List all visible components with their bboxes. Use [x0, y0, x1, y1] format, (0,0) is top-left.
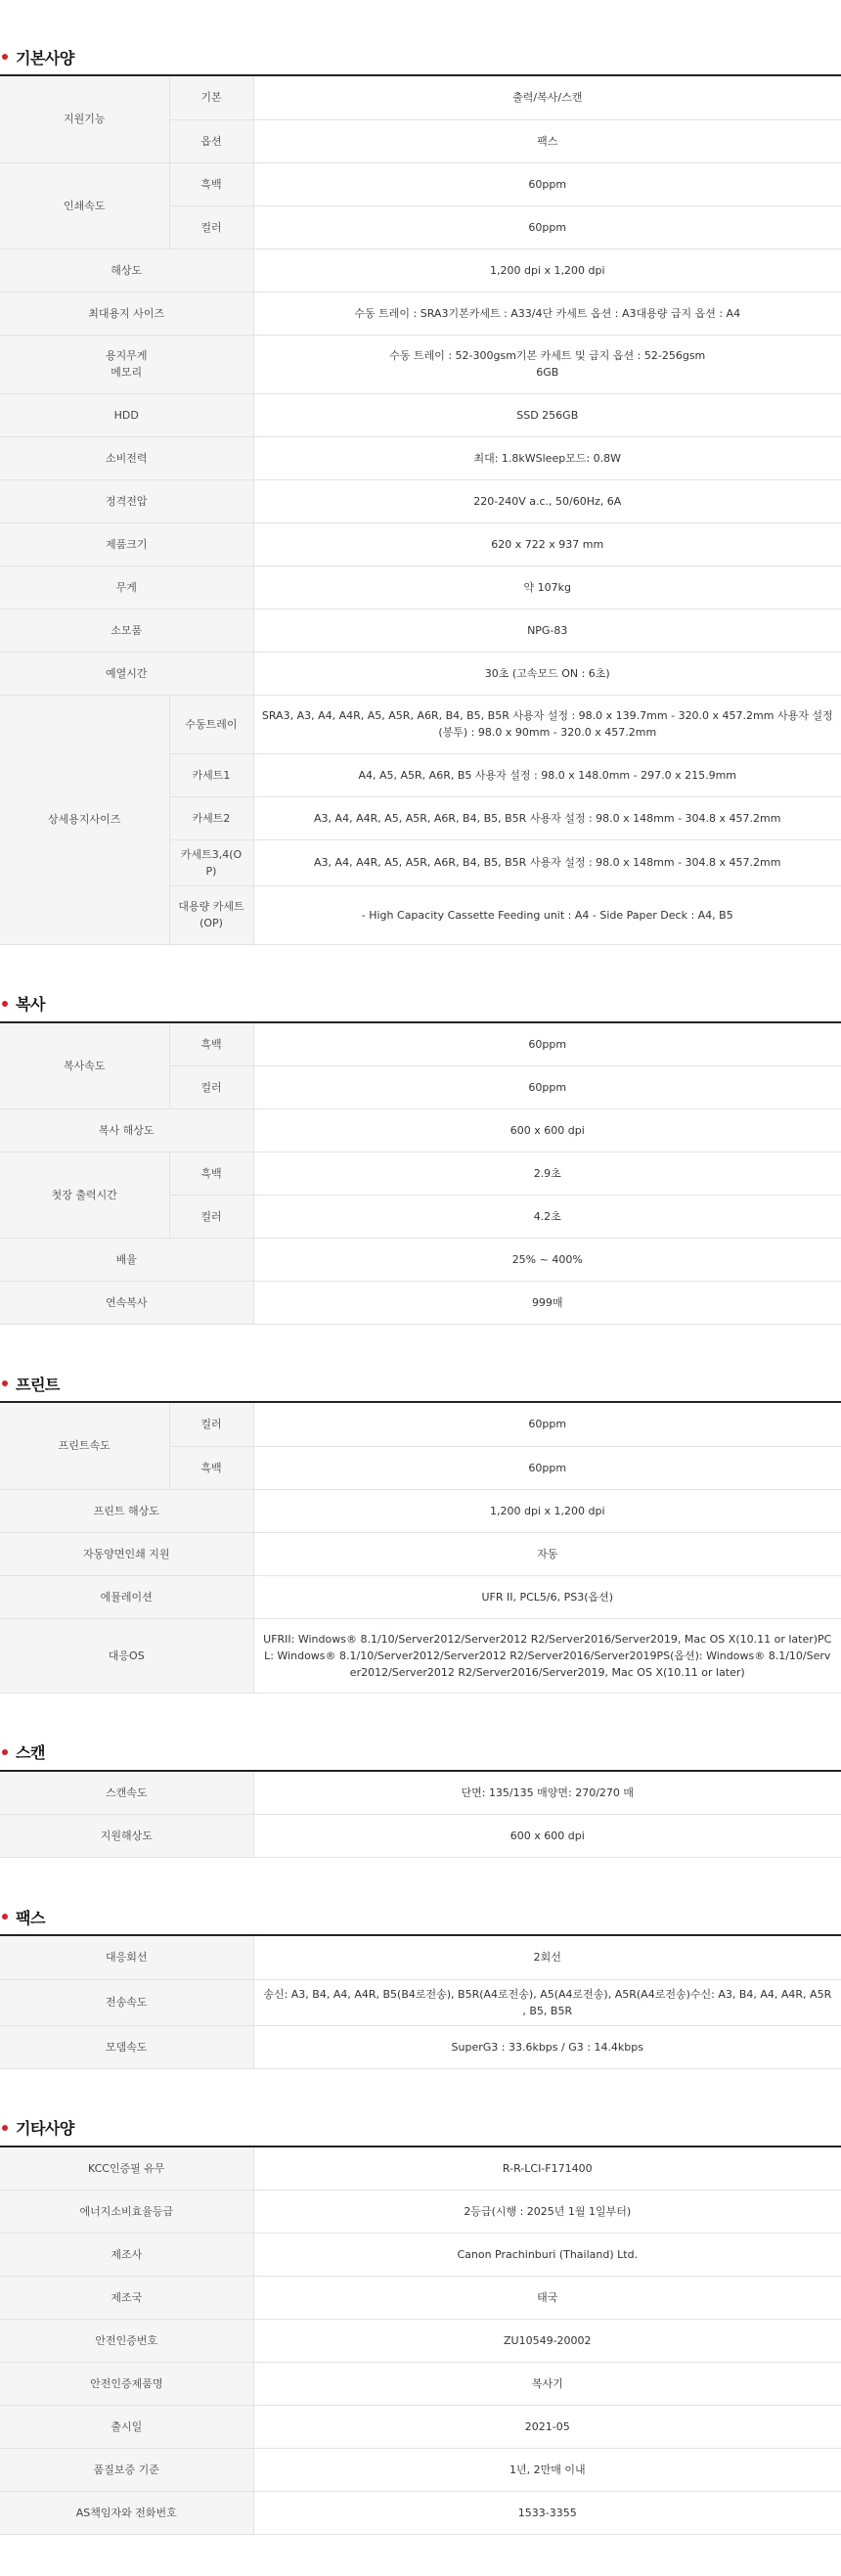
row-value: UFR II, PCL5/6, PS3(옵션): [253, 1575, 841, 1618]
sub-label: 카세트2: [169, 796, 253, 839]
section-header: [0, 986, 841, 1023]
row-value: 220-240V a.c., 50/60Hz, 6A: [253, 479, 841, 522]
row-value: 출력/복사/스캔: [253, 76, 841, 119]
memory-label: 메모리: [111, 366, 143, 379]
table-row: [0, 436, 841, 479]
row-label: 품질보증 기준: [0, 2449, 253, 2492]
section-header: [0, 2110, 841, 2147]
row-value: 팩스: [253, 119, 841, 162]
sub-label: 흑백: [169, 1152, 253, 1196]
row-value: 약 107kg: [253, 565, 841, 609]
bullet-dot-icon: [2, 1749, 8, 1755]
table-row: [0, 393, 841, 436]
section-print: [0, 1366, 841, 1694]
table-row: [0, 249, 841, 292]
row-label: 에뮬레이션: [0, 1575, 253, 1618]
table-row: [0, 2191, 841, 2234]
section-title: 기타사양: [16, 2119, 74, 2138]
sub-label: 컬러: [169, 205, 253, 249]
row-value: 60ppm: [253, 1066, 841, 1109]
spec-table: [0, 1023, 841, 1326]
row-label: 모뎀속도: [0, 2025, 253, 2068]
row-value: SRA3, A3, A4, A4R, A5, A5R, A6R, B4, B5, B5R 사용자 설정 : 98.0 x 139.7mm - 320.0 x 457.2mm 사용자 설정(봉투) : 98.0 x 90mm - 320.0 x 457.2mm: [253, 695, 841, 753]
bullet-dot-icon: [2, 2125, 8, 2131]
section-header: [0, 1735, 841, 1772]
row-value: 60ppm: [253, 205, 841, 249]
table-row: [0, 1109, 841, 1152]
section-header: [0, 39, 841, 76]
row-label: 전송속도: [0, 1979, 253, 2025]
section-copy: [0, 986, 841, 1326]
row-label: 복사 해상도: [0, 1109, 253, 1152]
row-value: A3, A4, A4R, A5, A5R, A6R, B4, B5, B5R 사용자 설정 : 98.0 x 148mm - 304.8 x 457.2mm: [253, 796, 841, 839]
paper-weight-label: 용지무게: [105, 349, 148, 362]
row-value: UFRII: Windows® 8.1/10/Server2012/Server2012 R2/Server2016/Server2019, Mac OS X(10.11 or later)PCL: Windows® 8.1/10/Server2012/Server2012 R2/Server2016/Server2019PS(옵션): Windows® 8.1/10/Server2012/Server2012 R2/Server2016/Server2019, Mac OS X(10.11 or later): [253, 1618, 841, 1693]
row-label: [0, 335, 253, 393]
row-label: KCC인증필 유무: [0, 2147, 253, 2191]
section-basic: [0, 39, 841, 945]
table-row: [0, 1282, 841, 1325]
spec-table: [0, 1403, 841, 1694]
table-row: [0, 2320, 841, 2363]
row-label: 소모품: [0, 609, 253, 652]
spec-table: [0, 1936, 841, 2069]
row-label: 복사속도: [0, 1023, 169, 1109]
row-value: 1,200 dpi x 1,200 dpi: [253, 249, 841, 292]
table-row: [0, 1772, 841, 1815]
row-label: 안전인증번호: [0, 2320, 253, 2363]
section-title: 스캔: [16, 1743, 45, 1762]
row-value: 수동 트레이 : SRA3기본카세트 : A33/4단 카세트 옵션 : A3대용량 급지 옵션 : A4: [253, 292, 841, 335]
sub-label: 카세트3,4(OP): [169, 839, 253, 885]
row-value: 30초 (고속모드 ON : 6초): [253, 652, 841, 695]
row-label: 스캔속도: [0, 1772, 253, 1815]
bullet-dot-icon: [2, 1914, 8, 1920]
table-row: [0, 522, 841, 565]
table-row: [0, 1489, 841, 1532]
table-row: [0, 609, 841, 652]
row-label: 예열시간: [0, 652, 253, 695]
row-value: 1533-3355: [253, 2492, 841, 2535]
table-row: [0, 2147, 841, 2191]
row-value: A4, A5, A5R, A6R, B5 사용자 설정 : 98.0 x 148.0mm - 297.0 x 215.9mm: [253, 753, 841, 796]
table-row: [0, 565, 841, 609]
table-row: [0, 2277, 841, 2320]
table-row: [0, 479, 841, 522]
row-label: 프린트속도: [0, 1403, 169, 1489]
section-title: 팩스: [16, 1908, 45, 1927]
row-value: SSD 256GB: [253, 393, 841, 436]
paper-weight-value: 수동 트레이 : 52-300gsm기본 카세트 및 급지 옵션 : 52-256gsm: [389, 349, 706, 362]
row-value: 단면: 135/135 매양면: 270/270 매: [253, 1772, 841, 1815]
row-value: 2등급(시행 : 2025년 1월 1일부터): [253, 2191, 841, 2234]
row-label: 지원해상도: [0, 1815, 253, 1858]
sub-label: 대용량 카세트(OP): [169, 885, 253, 944]
row-value: 60ppm: [253, 1446, 841, 1489]
row-label: 인쇄속도: [0, 162, 169, 249]
sub-label: 흑백: [169, 1446, 253, 1489]
row-value: 60ppm: [253, 162, 841, 205]
row-label: 최대용지 사이즈: [0, 292, 253, 335]
row-value: 2021-05: [253, 2406, 841, 2449]
row-value: 4.2초: [253, 1196, 841, 1239]
table-row: [0, 2234, 841, 2277]
row-value: 600 x 600 dpi: [253, 1109, 841, 1152]
section-title: 복사: [16, 995, 45, 1014]
row-label: 프린트 해상도: [0, 1489, 253, 1532]
table-row: [0, 292, 841, 335]
row-label: 출시일: [0, 2406, 253, 2449]
row-label: 해상도: [0, 249, 253, 292]
table-row: [0, 2363, 841, 2406]
table-row: [0, 76, 841, 119]
row-value: 60ppm: [253, 1023, 841, 1066]
row-label: 대응회선: [0, 1936, 253, 1979]
row-value: SuperG3 : 33.6kbps / G3 : 14.4kbps: [253, 2025, 841, 2068]
table-row: [0, 1979, 841, 2025]
row-label: 지원기능: [0, 76, 169, 162]
table-row: [0, 1575, 841, 1618]
row-label: 대응OS: [0, 1618, 253, 1693]
row-value: 60ppm: [253, 1403, 841, 1446]
table-row: [0, 2492, 841, 2535]
row-value: - High Capacity Cassette Feeding unit : A4 - Side Paper Deck : A4, B5: [253, 885, 841, 944]
row-value: 1년, 2만매 이내: [253, 2449, 841, 2492]
row-label: 제품크기: [0, 522, 253, 565]
row-label: 무게: [0, 565, 253, 609]
table-row: [0, 1618, 841, 1693]
section-scan: [0, 1735, 841, 1859]
section-header: [0, 1366, 841, 1403]
row-value: 2회선: [253, 1936, 841, 1979]
row-label: 소비전력: [0, 436, 253, 479]
sub-label: 옵션: [169, 119, 253, 162]
row-value: 태국: [253, 2277, 841, 2320]
section-title: 프린트: [16, 1375, 60, 1394]
sub-label: 컬러: [169, 1403, 253, 1446]
row-label: 상세용지사이즈: [0, 695, 169, 944]
table-row: [0, 1936, 841, 1979]
row-label: 연속복사: [0, 1282, 253, 1325]
spec-table: [0, 2147, 841, 2536]
row-value: 620 x 722 x 937 mm: [253, 522, 841, 565]
row-value: [253, 335, 841, 393]
row-value: R-R-LCI-F171400: [253, 2147, 841, 2191]
table-row: [0, 1532, 841, 1575]
table-row: [0, 2025, 841, 2068]
table-row: [0, 2449, 841, 2492]
row-label: HDD: [0, 393, 253, 436]
row-value: 2.9초: [253, 1152, 841, 1196]
row-value: 25% ~ 400%: [253, 1239, 841, 1282]
sub-label: 카세트1: [169, 753, 253, 796]
row-label: 제조국: [0, 2277, 253, 2320]
row-label: AS책임자와 전화번호: [0, 2492, 253, 2535]
table-row: [0, 1815, 841, 1858]
row-value: 999매: [253, 1282, 841, 1325]
row-value: 자동: [253, 1532, 841, 1575]
row-label: 안전인증제품명: [0, 2363, 253, 2406]
row-label: 배율: [0, 1239, 253, 1282]
row-label: 자동양면인쇄 지원: [0, 1532, 253, 1575]
table-row: [0, 2406, 841, 2449]
table-row: [0, 1152, 841, 1196]
section-title: 기본사양: [16, 48, 74, 68]
row-value: 600 x 600 dpi: [253, 1815, 841, 1858]
row-value: NPG-83: [253, 609, 841, 652]
row-value: Canon Prachinburi (Thailand) Ltd.: [253, 2234, 841, 2277]
table-row: [0, 1403, 841, 1446]
row-label: 제조사: [0, 2234, 253, 2277]
row-value: 최대: 1.8kWSleep모드: 0.8W: [253, 436, 841, 479]
table-row: [0, 695, 841, 753]
spec-table: [0, 1772, 841, 1859]
table-row: [0, 652, 841, 695]
sub-label: 수동트레이: [169, 695, 253, 753]
sub-label: 컬러: [169, 1196, 253, 1239]
row-label: 첫장 출력시간: [0, 1152, 169, 1239]
section-etc: [0, 2110, 841, 2536]
bullet-dot-icon: [2, 1380, 8, 1386]
row-value: 복사기: [253, 2363, 841, 2406]
row-value: A3, A4, A4R, A5, A5R, A6R, B4, B5, B5R 사용자 설정 : 98.0 x 148mm - 304.8 x 457.2mm: [253, 839, 841, 885]
row-value: ZU10549-20002: [253, 2320, 841, 2363]
sub-label: 기본: [169, 76, 253, 119]
table-row: [0, 162, 841, 205]
sub-label: 컬러: [169, 1066, 253, 1109]
spec-table: [0, 76, 841, 945]
table-row: [0, 335, 841, 393]
row-label: 정격전압: [0, 479, 253, 522]
bullet-dot-icon: [2, 54, 8, 60]
section-fax: [0, 1899, 841, 2069]
memory-value: 6GB: [536, 366, 559, 379]
section-header: [0, 1899, 841, 1936]
row-value: 1,200 dpi x 1,200 dpi: [253, 1489, 841, 1532]
row-label: 에너지소비효율등급: [0, 2191, 253, 2234]
table-row: [0, 1239, 841, 1282]
bullet-dot-icon: [2, 1001, 8, 1007]
row-value: 송신: A3, B4, A4, A4R, B5(B4로전송), B5R(A4로전송), A5(A4로전송), A5R(A4로전송)수신: A3, B4, A4, A4R, A5R , B5, B5R: [253, 1979, 841, 2025]
sub-label: 흑백: [169, 1023, 253, 1066]
sub-label: 흑백: [169, 162, 253, 205]
table-row: [0, 1023, 841, 1066]
